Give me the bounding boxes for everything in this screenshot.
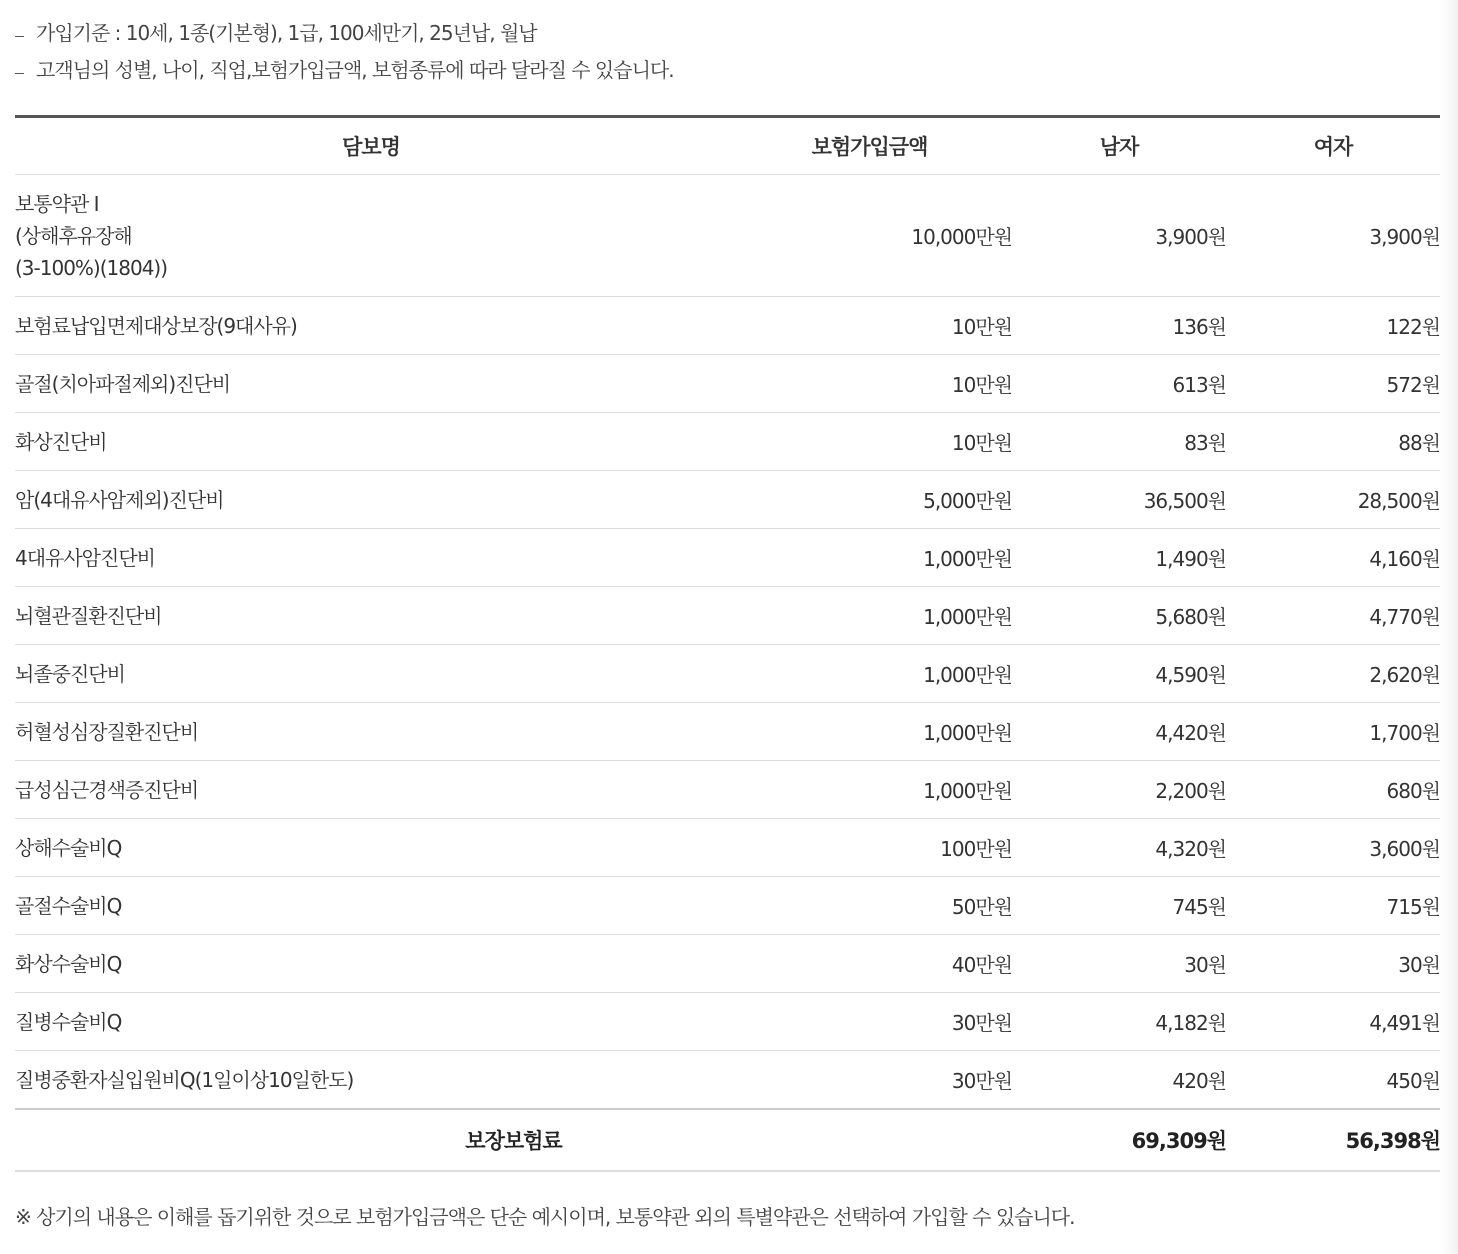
female-premium: 4,770원 <box>1226 587 1440 645</box>
table-row <box>15 413 1440 471</box>
coverage-name: 뇌혈관질환진단비 <box>15 587 727 645</box>
male-premium: 30원 <box>1012 935 1226 993</box>
table-row <box>15 355 1440 413</box>
total-male-premium: 69,309원 <box>1012 1109 1226 1171</box>
female-premium: 88원 <box>1226 413 1440 471</box>
variation-note-text: 고객님의 성별, 나이, 직업,보험가입금액, 보험종류에 따라 달라질 수 있습니다. <box>36 57 674 82</box>
insured-amount: 5,000만원 <box>727 471 1012 529</box>
table-row <box>15 993 1440 1051</box>
male-premium: 420원 <box>1012 1051 1226 1110</box>
dash-bullet-icon <box>15 36 24 37</box>
insured-amount: 30만원 <box>727 1051 1012 1110</box>
male-premium: 745원 <box>1012 877 1226 935</box>
male-premium: 4,182원 <box>1012 993 1226 1051</box>
female-premium: 572원 <box>1226 355 1440 413</box>
male-premium: 83원 <box>1012 413 1226 471</box>
coverage-name: 화상수술비Q <box>15 935 727 993</box>
female-premium: 715원 <box>1226 877 1440 935</box>
male-premium: 2,200원 <box>1012 761 1226 819</box>
male-premium: 5,680원 <box>1012 587 1226 645</box>
insured-amount: 10만원 <box>727 413 1012 471</box>
male-premium: 136원 <box>1012 297 1226 355</box>
table-body <box>15 175 1440 1110</box>
insured-amount: 1,000만원 <box>727 703 1012 761</box>
insured-amount: 100만원 <box>727 819 1012 877</box>
insured-amount: 1,000만원 <box>727 761 1012 819</box>
female-premium: 680원 <box>1226 761 1440 819</box>
table-row <box>15 471 1440 529</box>
right-edge-shadow <box>1440 0 1458 1254</box>
table-footer <box>15 1109 1440 1171</box>
insured-amount: 30만원 <box>727 993 1012 1051</box>
premium-table <box>15 115 1440 1172</box>
criteria-notes <box>15 14 1215 88</box>
coverage-name: 화상진단비 <box>15 413 727 471</box>
coverage-name: 뇌졸중진단비 <box>15 645 727 703</box>
coverage-name: 허혈성심장질환진단비 <box>15 703 727 761</box>
insured-amount: 1,000만원 <box>727 645 1012 703</box>
table-row <box>15 645 1440 703</box>
female-premium: 3,900원 <box>1226 175 1440 297</box>
table-row <box>15 1051 1440 1110</box>
female-premium: 28,500원 <box>1226 471 1440 529</box>
total-female-premium: 56,398원 <box>1226 1109 1440 1171</box>
table-row <box>15 703 1440 761</box>
coverage-name: 질병수술비Q <box>15 993 727 1051</box>
female-premium: 2,620원 <box>1226 645 1440 703</box>
coverage-name: 질병중환자실입원비Q(1일이상10일한도) <box>15 1051 727 1110</box>
criteria-note <box>15 14 1215 51</box>
female-premium: 30원 <box>1226 935 1440 993</box>
criteria-note-text: 가입기준 : 10세, 1종(기본형), 1급, 100세만기, 25년납, 월납 <box>36 20 537 45</box>
coverage-name: 급성심근경색증진단비 <box>15 761 727 819</box>
total-premium-label: 보장보험료 <box>15 1109 1012 1171</box>
coverage-name: 골절(치아파절제외)진단비 <box>15 355 727 413</box>
table-row <box>15 877 1440 935</box>
male-premium: 3,900원 <box>1012 175 1226 297</box>
table-header <box>15 117 1440 175</box>
coverage-name-line: 보통약관 Ⅰ <box>15 191 99 216</box>
table-row <box>15 529 1440 587</box>
female-premium: 4,160원 <box>1226 529 1440 587</box>
female-premium: 1,700원 <box>1226 703 1440 761</box>
header-male: 남자 <box>1012 117 1226 175</box>
insured-amount: 50만원 <box>727 877 1012 935</box>
insured-amount: 1,000만원 <box>727 529 1012 587</box>
male-premium: 4,590원 <box>1012 645 1226 703</box>
header-insured-amount: 보험가입금액 <box>727 117 1012 175</box>
male-premium: 1,490원 <box>1012 529 1226 587</box>
insured-amount: 1,000만원 <box>727 587 1012 645</box>
coverage-name: 상해수술비Q <box>15 819 727 877</box>
female-premium: 122원 <box>1226 297 1440 355</box>
female-premium: 4,491원 <box>1226 993 1440 1051</box>
table-row <box>15 935 1440 993</box>
male-premium: 36,500원 <box>1012 471 1226 529</box>
male-premium: 4,320원 <box>1012 819 1226 877</box>
insured-amount: 40만원 <box>727 935 1012 993</box>
variation-note <box>15 51 1215 88</box>
insured-amount: 10만원 <box>727 297 1012 355</box>
female-premium: 3,600원 <box>1226 819 1440 877</box>
table-row <box>15 761 1440 819</box>
coverage-name-line: (3-100%)(1804)) <box>15 255 168 280</box>
coverage-name: 보험료납입면제대상보장(9대사유) <box>15 297 727 355</box>
total-row <box>15 1109 1440 1171</box>
male-premium: 613원 <box>1012 355 1226 413</box>
table-row <box>15 819 1440 877</box>
header-row <box>15 117 1440 175</box>
header-female: 여자 <box>1226 117 1440 175</box>
female-premium: 450원 <box>1226 1051 1440 1110</box>
male-premium: 4,420원 <box>1012 703 1226 761</box>
disclaimer-footnote: ※ 상기의 내용은 이해를 돕기위한 것으로 보험가입금액은 단순 예시이며, 보통약관 외의 특별약관은 선택하여 가입할 수 있습니다. <box>15 1205 1075 1229</box>
table-row <box>15 297 1440 355</box>
coverage-name: 골절수술비Q <box>15 877 727 935</box>
coverage-name: 4대유사암진단비 <box>15 529 727 587</box>
insured-amount: 10,000만원 <box>727 175 1012 297</box>
dash-bullet-icon <box>15 73 24 74</box>
header-coverage-name: 담보명 <box>15 117 727 175</box>
table-row <box>15 587 1440 645</box>
coverage-name: 암(4대유사암제외)진단비 <box>15 471 727 529</box>
coverage-name-line: (상해후유장해 <box>15 223 132 248</box>
table-row <box>15 175 1440 297</box>
insured-amount: 10만원 <box>727 355 1012 413</box>
coverage-name <box>15 175 727 297</box>
